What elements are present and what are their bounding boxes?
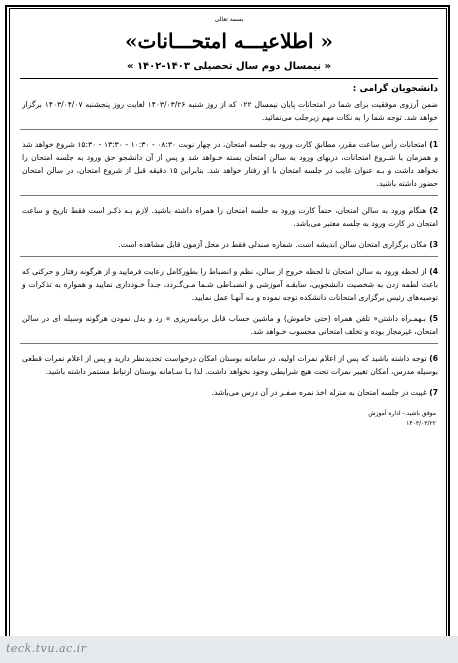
- notice-item-1: [14, 138, 444, 190]
- page-title: « اطلاعیـــه امتحـــانات»: [125, 29, 333, 53]
- item-number: 4): [429, 267, 438, 276]
- item-number: 5): [429, 314, 438, 323]
- item-number: 2): [429, 206, 438, 215]
- notice-item-5: [14, 312, 444, 338]
- item-number: 3): [429, 240, 438, 249]
- divider: [20, 256, 438, 257]
- item-text: امتحانات رأس ساعت مقرر، مطابق کارت ورود به جلسه امتحان، در چهار نوبت ۰۸:۳۰ - ۱۰:۳۰ - ۱۳:۳۰ - ۱۵:۳۰ شروع خواهد شد و همزمان با شـروع امتحانات، دربهای ورود به سالن امتحان بسته خـواهد شد و پس از آن دانشجو حق ورود به جلسه امتحان را نخواهد داشت و بـه عنوان غایب در جلسه امتحان با او رفتار خواهد شد. بنابراین ۱۵ دقیقه قبل از شروع امتحان، در سالن امتحان حضور داشته باشید.: [22, 140, 438, 188]
- header-divider: [20, 78, 438, 79]
- divider: [20, 195, 438, 196]
- notice-item-7: [14, 386, 444, 399]
- notice-item-2: [14, 204, 444, 230]
- divider: [20, 343, 438, 344]
- divider: [20, 129, 438, 130]
- item-text: غیبت در جلسه امتحان به منزله اخذ نمره صفـر در آن درس می‌باشد.: [211, 388, 427, 397]
- signature-date: ۱۴۰۳/۰۳/۲۲: [406, 420, 436, 427]
- intro-paragraph: ضمن آرزوی موفقیت برای شما در امتحانات پایان نیمسال ۰۲۲ که از روز شنبه ۱۴۰۳/۰۳/۲۶ لغایت روز پنجشنبه ۱۴۰۳/۰۴/۰۷ برگزار خواهد شد. توجه شما را به نکات مهم زیرجلب می‌نمائید.: [22, 100, 438, 122]
- greeting: دانشجویان گرامی :: [352, 84, 438, 94]
- item-number: 6): [429, 354, 438, 363]
- notice-item-6: [14, 352, 444, 378]
- notice-item-3: [14, 238, 444, 251]
- footer-url[interactable]: teck.tvu.ac.ir: [6, 642, 87, 655]
- item-text: از لحظه ورود به سالن امتحان تا لحظه خروج از سالن، نظم و انضباط را بطورکامل رعایت فرمایید و از هرگونه رفتار و حرکتی که باعث لطمه زدن به شخصیت دانشجویی، سابقـه آموزشی و انضبـاطی شـما مـی‌گـردد، جـداً خـودداری نمایید و همواره به تذکرات و توصیه‌های رئیس برگزاری امتحانات دانشکده توجه نموده و بـه آنهـا عمل نمایید.: [22, 267, 438, 302]
- notice-item-4: [14, 265, 444, 304]
- announcement-page: [14, 14, 444, 642]
- signature-block: [14, 409, 444, 429]
- item-text: هنگام ورود به سالن امتحان، حتماً کارت ورود به جلسه امتحان را همراه داشته باشید. لازم بـه ذکـر است فقط تاریخ و ساعت امتحان در کارت ورود به جلسه معتبر می‌باشد.: [22, 206, 438, 228]
- item-number: 1): [429, 140, 438, 149]
- basmala: بسمه تعالی: [214, 16, 244, 23]
- footer-bar: [0, 636, 458, 663]
- item-text: بـهمـراه داشتن« تلفن همراه (حتی خاموش) و ماشین حساب قابل برنامه‌ریزی » رد و بدل نمودن هرگونه وسیله ای در سالن امتحان، غیرمجاز بوده و تخلف امتحانی محسوب خـواهد شد.: [22, 314, 438, 336]
- signature-line: موفق باشید.- اداره آموزش: [368, 410, 436, 417]
- page-subtitle: « نیمسال دوم سال تحصیلی ۱۴۰۳-۱۴۰۲ »: [126, 61, 331, 72]
- item-text: توجه داشته باشید که پس از اعلام نمرات اولیه، در سامانه بوستان امکان درخواست تجدیدنظر دارید و پس از اعلام نمرات قطعی بوسیله مدرس، امکان تغییر نمرات تحت هیچ شرایطی وجود نخواهد داشت. لذا بـا سـامانه بوستان ارتباط مستمر داشته باشید.: [22, 354, 438, 376]
- item-text: مکان برگزاری امتحان سالن اندیشه است. شماره صندلی فقط در محل آزمون قابل مشاهده است.: [118, 240, 427, 249]
- item-number: 7): [429, 388, 438, 397]
